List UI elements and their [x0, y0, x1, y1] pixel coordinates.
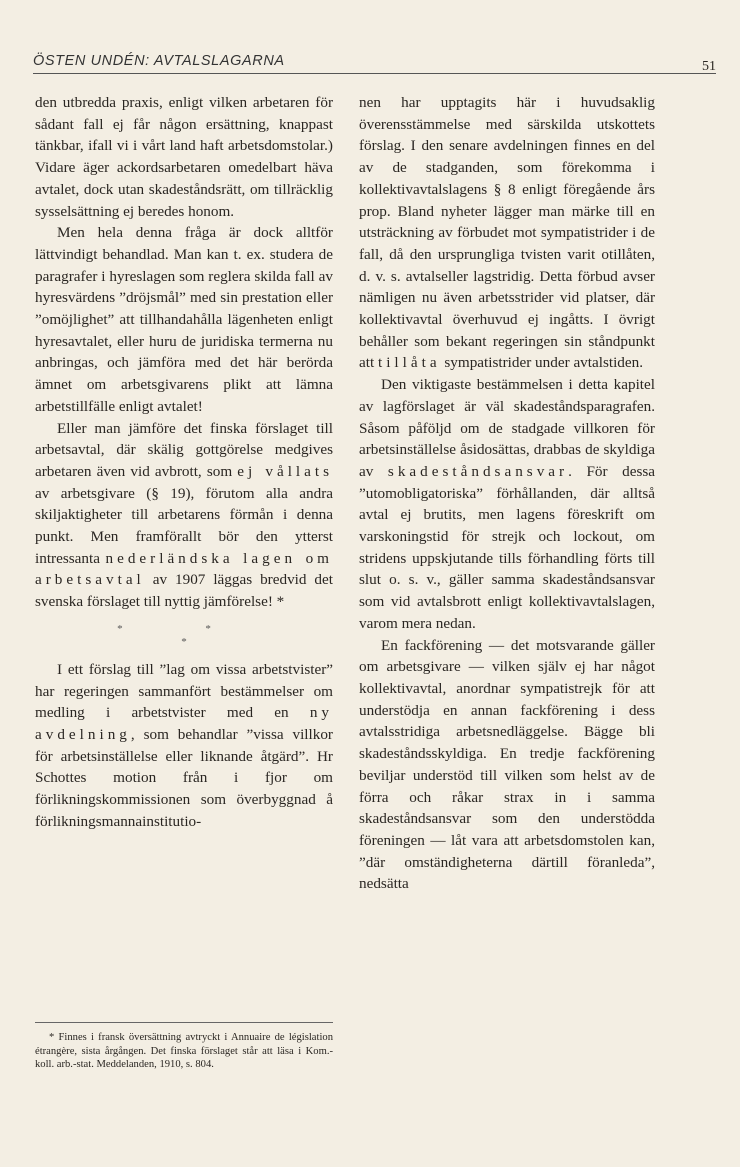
paragraph: En fackförening — det motsvarande gäller om arbetsgivare — vilken själv ej har något kollektivavtal, anordnar sympatistrejk för att understödja en annan fackförening i dess avtalsstridiga arbetsnedläggelse. Bägge bli skadeståndsskyldiga. En tredje fackförening beviljar understöd till vilken som helst av de förra och råkar strax in i samma skadeståndsansvar som den understödda föreningen — låt vara att arbetsdomstolen kan, ”där omständigheterna därtill föranleda”, nedsätta — [359, 636, 655, 893]
text-run: Den viktigaste bestämmelsen i detta kapitel av lagförslaget är väl skadeståndsparagrafen. Såsom påföljd om de stadgade villkoren för arbetsinställelse åsidosättas, drabbas de skyldiga av — [359, 376, 655, 480]
text-run: sympatistrider under avtalstiden. — [440, 354, 644, 372]
paragraph — [359, 92, 655, 374]
text-run: nen har upptagits här i huvudsaklig överensstämmelse med särskilda utskottets förslag. I den senare avdelningen finnes en del av de stadganden, som förekomma i kollektivavtalslagens § 8 enligt föregående års prop. Bland nyheter lägger man märke till en utsträckning av förbudet mot sympatistrider i de fall, då den ursprungliga tvisten varit otillåten, d. v. s. avtalseller lagstridig. Detta förbud avser nämligen nu även arbetsstrider vid platser, där kollektivavtal överhuvud ej ingåtts. I övrigt behåller som bekant regeringen sin ståndpunkt att — [359, 94, 655, 372]
text-run: , som behandlar ”vissa villkor för arbetsinställelse eller liknande åtgärd”. Hr Schottes motion från i fjor om förlikningskommissionen som överbyggnad å förlikningsmannainstitutio- — [35, 725, 333, 830]
text-run: av arbetsgivare (§ 19), förutom alla andra skiljaktigheter till arbetarens förmån i denna punkt. Men framförallt bör den ytterst intressanta — [35, 484, 333, 567]
spaced-emphasis: tillåta — [377, 354, 441, 372]
text-run: I ett förslag till ”lag om vissa arbetstvister” har regeringen sammanfört bestämmelser om medling i arbetstvister med en — [35, 660, 333, 722]
section-divider-asterisks — [35, 623, 333, 649]
asterisk-bottom: * — [181, 635, 187, 648]
paragraph: den utbredda praxis, enligt vilken arbetaren för sådant fall ej får någon ersättning, knappast tänkbar, ifall vi i vårt land haft arbetsdomstolar.) Vidare äger ackordsarbetaren omedelbart häva avtalet, dock utan skadeståndsrätt, om tillräcklig sysselsättning ej beredes honom. — [35, 94, 333, 220]
text-run: av 1907 läggas bredvid det svenska förslaget till nyttig jämförelse! * — [35, 571, 333, 611]
right-column — [359, 92, 655, 895]
text-run: . För dessa ”utomobligatoriska” förhållanden, där alltså avtal ej brutits, men lagens föreskrift om varskoningstid för strejk och lockout, om stridens uppskjutande tills förhandling förts till slut o. s. v., gäller samma skadeståndsansvar som vid avtalsbrott enligt kollektivavtalslagen, varom mera nedan. — [359, 462, 655, 632]
page-number: 51 — [702, 59, 716, 74]
paragraph — [35, 659, 333, 833]
paragraph: Men hela denna fråga är dock alltför lättvindigt behandlad. Man kan t. ex. studera de paragrafer i hyreslagen som reglera skilda fall av hyresvärdens ”dröjsmål” med sin prestation eller ”omöjlighet” att tillhandahålla lägenheten enligt hyresavtalet, eller huru de juridiska termerna nu anbringas, och jämföra med det här berörda ämnet om arbetsgivarens plikt att lämna arbetstillfälle enligt avtalet! — [35, 224, 333, 415]
running-title: ÖSTEN UNDÉN: AVTALSLAGARNA — [33, 53, 285, 69]
spaced-emphasis: skadeståndsansvar — [387, 462, 569, 480]
spaced-emphasis: ej vållats — [237, 462, 334, 480]
asterisks-top: * * — [117, 622, 251, 635]
footnote-text: * Finnes i fransk översättning avtryckt i Annuaire de législation étrangère, sista årgången. Det finska förslaget står att läsa i Kom.-koll. arb.-stat. Meddelanden, 1910, s. 804. — [35, 1032, 333, 1071]
spaced-emphasis: nederländska lagen om arbetsavtal — [35, 549, 333, 589]
page-header — [33, 51, 716, 74]
paragraph — [35, 418, 333, 613]
footnote — [35, 1022, 333, 1072]
paragraph — [359, 374, 655, 634]
left-column — [35, 92, 333, 833]
spaced-emphasis: ny avdelning — [35, 704, 333, 743]
text-run: Eller man jämföre det finska förslaget till arbetsavtal, där skälig gottgörelse medgives arbetaren även vid avbrott, som — [35, 419, 333, 480]
